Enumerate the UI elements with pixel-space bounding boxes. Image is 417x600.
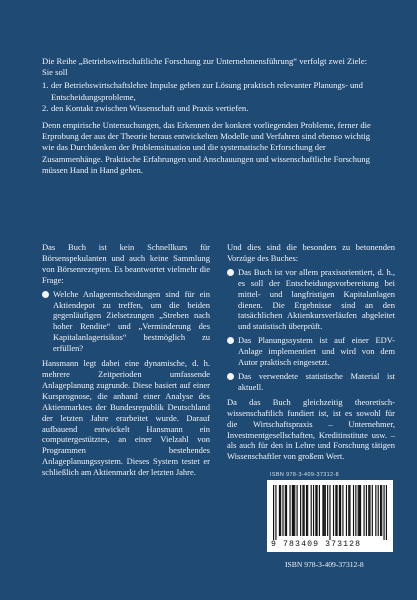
barcode-bar: [294, 485, 295, 536]
barcode-bar: [366, 485, 367, 536]
series-goals-list: [42, 80, 377, 114]
barcode-bar: [286, 485, 287, 536]
series-intro-paragraph: Denn empirische Untersuchungen, das Erkennen der konkret vorliegenden Probleme, ferner die Erprobung der aus der Theorie heraus entwickelten Modelle und Verfahren sind ebenso wichtig wie das Durchdenken der Problemsituation und die systematische Erforschung der Zusammenhänge. Praktische Erfahrungen und Anschauungen und wissenschaftliche Forschung müssen Hand in Hand gehen.: [42, 120, 371, 175]
series-goal-item: [42, 80, 377, 102]
isbn-label-top: ISBN 978-3-409-37312-8: [270, 472, 340, 478]
barcode-bar: [292, 485, 293, 536]
barcode-bar: [346, 485, 347, 536]
barcode-bar: [322, 485, 323, 536]
bullet-icon: [227, 269, 234, 276]
barcode-bar: [360, 485, 361, 536]
barcode-bar: [293, 485, 294, 536]
series-intro: [42, 56, 377, 176]
barcode-bar: [378, 485, 379, 536]
barcode-bar: [386, 485, 387, 540]
bullet-text: Das verwendete statistische Material ist aktuell.: [238, 370, 395, 392]
series-goal-item: [42, 103, 377, 114]
barcode-bar: [297, 485, 298, 536]
bullet-item: [227, 267, 395, 332]
bullet-icon: [227, 337, 234, 344]
right-column: [227, 242, 395, 462]
left-bullet-list: [42, 289, 210, 354]
right-paragraph-2: Da das Buch gleichzeitig theoretisch-wissenschaftlich fundiert ist, ist es sowohl für die Wirtschaftspraxis – Unternehmer, Investmentgesellschaften, Kreditinstitute usw. – als auch für den in Lehre und Forschung tätigen Wissenschaftler von großem Wert.: [227, 396, 395, 462]
barcode-bar: [342, 485, 343, 536]
bullet-text: Das Planungssystem ist auf einer EDV-Anlage implementiert und wird von dem Autor praktisch eingesetzt.: [238, 335, 395, 368]
barcode-bar: [368, 485, 369, 536]
bullet-icon: [227, 373, 234, 380]
series-intro-lead: Die Reihe „Betriebswirtschaftliche Forschung zur Unternehmensführung“ verfolgt zwei Ziele: Sie soll: [42, 56, 368, 78]
barcode-bar: [319, 485, 320, 536]
barcode-bar: [285, 485, 286, 536]
barcode-bar: [311, 485, 312, 536]
barcode-bar: [380, 485, 381, 536]
barcode-bar: [339, 485, 340, 536]
barcode-bar: [315, 485, 316, 536]
barcode-bar: [313, 485, 314, 536]
barcode-bar: [307, 485, 308, 536]
barcode-bar: [280, 485, 281, 536]
barcode-bar: [363, 485, 364, 536]
left-paragraph-2: Hansmann legt dabei eine dynamische, d. h. mehrere Zeitperioden umfassende Anlageplanung zugrunde. Diese basiert auf einer Kursprognose, die anhand einer Analyse des Aktienmarktes der Bundesrepublik Deutschland der letzten Jahre erarbeitet wurde. Darauf aufbauend entwickelt Hansmann ein computergestütztes, an einer Vielzahl von Programmen bestehendes Anlageplanungssystem. Dieses System testet er schließlich am Aktienmarkt der letzten Jahre.: [42, 358, 210, 478]
barcode-bar: [279, 485, 280, 536]
barcode-bar: [375, 485, 376, 536]
barcode-bar: [306, 485, 307, 536]
barcode-bar: [369, 485, 370, 536]
barcode-bar: [383, 485, 384, 540]
barcode-bar: [353, 485, 354, 536]
barcode-bar: [333, 485, 334, 536]
bullet-text: Welche Anlageentscheidungen sind für ein Aktiendepot zu treffen, um die beiden gegenläufigen Zielsetzungen „Streben nach hoher Rendite“ und „Verminderung des Kapitalanlagerisikos“ bestmöglich zu erfüllen?: [53, 288, 210, 354]
barcode-bar: [325, 485, 326, 536]
bullet-item: [42, 289, 210, 354]
barcode-bar: [302, 485, 303, 536]
barcode-bar: [316, 485, 317, 536]
goal-number: 1.: [42, 80, 49, 91]
barcode-bars: [273, 485, 387, 540]
barcode-bar: [275, 485, 276, 540]
right-bullet-list: [227, 267, 395, 393]
barcode-bar: [336, 485, 337, 536]
barcode-bar: [300, 485, 301, 536]
isbn-label-bottom: ISBN 978-3-409-37312-8: [285, 560, 364, 569]
barcode-bar: [273, 485, 274, 540]
barcode-bar: [358, 485, 359, 536]
barcode: [267, 480, 393, 552]
goal-number: 2.: [42, 102, 49, 113]
barcode-bar: [289, 485, 290, 536]
barcode-bar: [381, 485, 382, 536]
barcode-bar: [282, 485, 283, 536]
bullet-icon: [42, 291, 49, 298]
barcode-bar: [372, 485, 373, 536]
bullet-item: [227, 335, 395, 368]
right-paragraph-1: Und dies sind die besonders zu betonenden Vorzüge des Buches:: [227, 242, 395, 263]
barcode-bar: [324, 485, 325, 536]
barcode-bar: [329, 485, 330, 540]
goal-text: der Betriebswirtschaftslehre Impulse geben zur Lösung praktisch relevanter Planungs- und Entscheidungsprobleme,: [51, 80, 363, 102]
left-paragraph-1: Das Buch ist kein Schnellkurs für Börsenspekulanten und auch keine Sammlung von Börsenrezepten. Es beantwortet vielmehr die Frage:: [42, 242, 210, 285]
barcode-digits: 9 783409 373128: [271, 540, 362, 549]
barcode-bar: [355, 485, 356, 536]
barcode-bar: [335, 485, 336, 536]
barcode-bar: [327, 485, 328, 536]
barcode-bar: [340, 485, 341, 536]
left-column: [42, 242, 210, 478]
barcode-bar: [349, 485, 350, 536]
barcode-bar: [348, 485, 349, 536]
goal-text: den Kontakt zwischen Wissenschaft und Praxis vertiefen.: [51, 102, 249, 113]
bullet-item: [227, 371, 395, 393]
barcode-bar: [359, 485, 360, 536]
barcode-bar: [304, 485, 305, 536]
bullet-text: Das Buch ist vor allem praxisorientiert, d. h., es soll der Entscheidungsvorbereitung bei mittel- und langfristigen Kapitalanlagen dienen. Die Ergebnisse sind an den tatsächlichen Aktienkursverläufen abgeleitet und statistisch überprüft.: [238, 266, 395, 332]
